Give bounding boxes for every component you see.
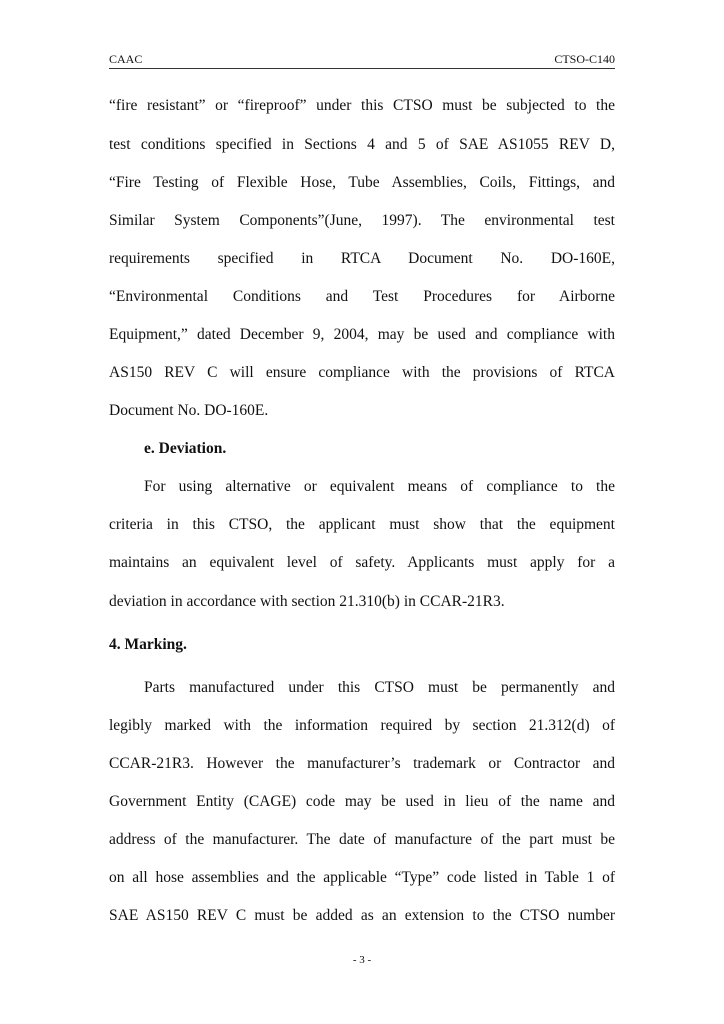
header-org: CAAC (109, 52, 143, 66)
body-line: “Environmental Conditions and Test Procedures for Airborne (109, 288, 615, 305)
body-line: legibly marked with the information required by section 21.312(d) of (109, 717, 615, 734)
body-line: test conditions specified in Sections 4 and 5 of SAE AS1055 REV D, (109, 136, 615, 153)
page-number: - 3 - (352, 954, 372, 966)
body-line: Parts manufactured under this CTSO must be permanently and (144, 679, 615, 696)
body-line: CCAR-21R3. However the manufacturer’s trademark or Contractor and (109, 755, 615, 772)
body-line: Similar System Components”(June, 1997). The environmental test (109, 212, 615, 229)
body-line: Equipment,” dated December 9, 2004, may be used and compliance with (109, 326, 615, 343)
section-heading-marking: 4. Marking. (109, 636, 187, 653)
body-line: SAE AS150 REV C must be added as an extension to the CTSO number (109, 907, 615, 924)
page-header (109, 52, 615, 69)
body-line: maintains an equivalent level of safety. Applicants must apply for a (109, 554, 615, 571)
body-line: on all hose assemblies and the applicable “Type” code listed in Table 1 of (109, 869, 615, 886)
body-line: For using alternative or equivalent means of compliance to the (144, 478, 615, 495)
body-line: Document No. DO-160E. (109, 402, 269, 419)
header-doc-id: CTSO-C140 (554, 52, 615, 66)
body-line: “Fire Testing of Flexible Hose, Tube Assemblies, Coils, Fittings, and (109, 174, 615, 191)
body-line: deviation in accordance with section 21.310(b) in CCAR-21R3. (109, 593, 505, 610)
body-line: AS150 REV C will ensure compliance with the provisions of RTCA (109, 364, 615, 381)
body-line: criteria in this CTSO, the applicant must show that the equipment (109, 516, 615, 533)
body-line: Government Entity (CAGE) code may be used in lieu of the name and (109, 793, 615, 810)
body-line: address of the manufacturer. The date of manufacture of the part must be (109, 831, 615, 848)
body-line: “fire resistant” or “fireproof” under this CTSO must be subjected to the (109, 97, 615, 114)
body-line: requirements specified in RTCA Document No. DO-160E, (109, 250, 615, 267)
section-heading-deviation: e. Deviation. (144, 440, 227, 457)
